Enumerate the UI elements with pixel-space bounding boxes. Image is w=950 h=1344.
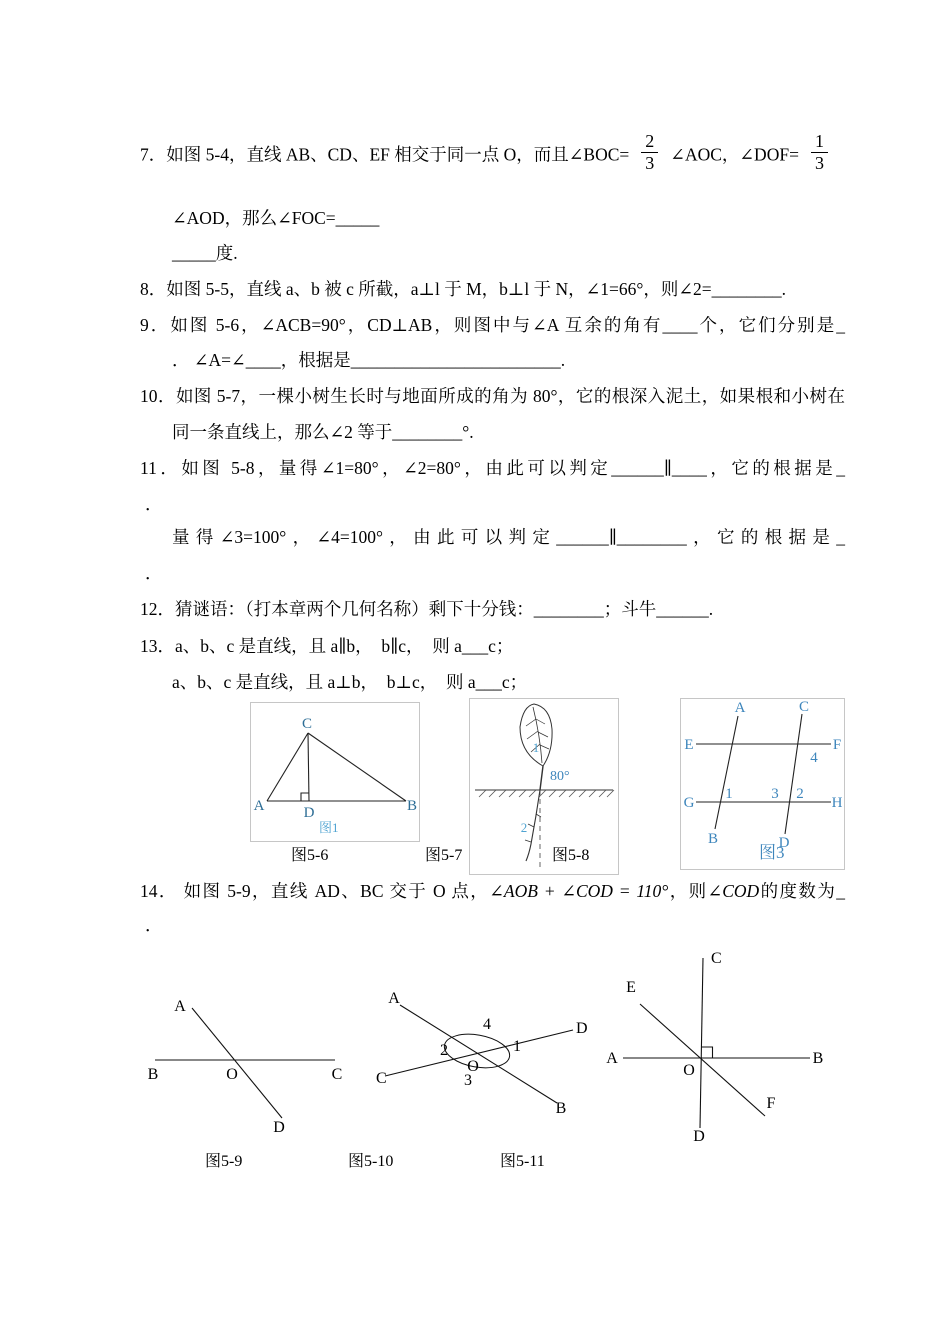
figure-5-10-intersecting-lines bbox=[370, 985, 590, 1135]
point-label-o: O bbox=[226, 1066, 238, 1083]
point-label-b: B bbox=[147, 1066, 159, 1083]
angle-label-4: 4 bbox=[810, 750, 818, 766]
question-11-line-2: ． bbox=[145, 494, 163, 514]
question-9-line-2: ． ∠A=∠____，根据是________________________. bbox=[172, 350, 566, 370]
fraction-one-third bbox=[811, 131, 828, 173]
vertex-label-a: A bbox=[253, 798, 265, 814]
q14-text-c: 的度数为_ bbox=[759, 881, 846, 901]
right-angle-mark bbox=[702, 1047, 713, 1058]
point-label-f: F bbox=[832, 737, 842, 753]
point-label-d: D bbox=[778, 835, 790, 851]
point-label-c: C bbox=[798, 699, 810, 715]
point-label-d: D bbox=[273, 1119, 285, 1135]
q14-text-b: ，则 bbox=[668, 881, 708, 901]
vertex-label-c: C bbox=[301, 716, 313, 732]
fig511-lines bbox=[623, 958, 810, 1128]
point-label-e: E bbox=[626, 979, 636, 996]
transversal-ab bbox=[715, 716, 738, 829]
fig59-lines bbox=[155, 1008, 335, 1118]
line-ef bbox=[640, 1004, 765, 1116]
fig59-labels bbox=[148, 998, 343, 1135]
caption-figure-5-9: 图5-9 bbox=[205, 1153, 243, 1170]
q14-angle-cod: ∠COD bbox=[707, 881, 760, 901]
line-ad bbox=[192, 1008, 282, 1118]
angle-label-3: 3 bbox=[771, 786, 779, 802]
point-label-b: B bbox=[707, 831, 719, 847]
fig510-lines bbox=[385, 1005, 573, 1103]
question-11-line-1: 11．如图 5-8，量得∠1=80°，∠2=80°，由此可以判定______∥____，它的根据是_ bbox=[140, 458, 845, 478]
caption-figure-5-10: 图5-10 bbox=[348, 1153, 394, 1170]
point-label-d: D bbox=[576, 1020, 588, 1037]
caption-figure-5-8: 图5-8 bbox=[552, 847, 590, 864]
question-10-line-1: 10．如图 5-7，一棵小树生长时与地面所成的角为 80°，它的根深入泥土，如果根和小树在 bbox=[140, 386, 845, 406]
figure-5-7-box bbox=[469, 698, 619, 875]
angle-label-80deg: 80° bbox=[550, 769, 570, 784]
line-cd bbox=[385, 1030, 573, 1076]
caption-figure-5-7: 图5-7 bbox=[425, 847, 463, 864]
question-8: 8．如图 5-5，直线 a、b 被 c 所截，a⊥l 于 M，b⊥l 于 N，∠1=66°，则∠2=________. bbox=[140, 279, 787, 299]
angle-label-3: 3 bbox=[464, 1072, 472, 1089]
q7-text-a: 7．如图 5-4，直线 AB、CD、EF 相交于同一点 O，而且∠BOC= bbox=[140, 144, 630, 165]
point-label-o: O bbox=[683, 1062, 695, 1079]
segment-ac bbox=[267, 733, 308, 801]
fraction-numerator: 2 bbox=[645, 131, 655, 151]
fraction-denominator: 3 bbox=[641, 152, 658, 174]
q14-equation: ∠AOB + ∠COD = 110° bbox=[489, 881, 669, 901]
angle-label-1: 1 bbox=[725, 786, 733, 802]
tree-root bbox=[526, 790, 540, 861]
vertex-label-b: B bbox=[406, 798, 418, 814]
line-ab bbox=[400, 1005, 557, 1103]
fig511-labels bbox=[606, 950, 823, 1145]
leaf-outline bbox=[520, 704, 552, 766]
angle-label-1: 1 bbox=[532, 740, 540, 755]
segment-cb bbox=[308, 733, 406, 801]
parallel-figure-lines bbox=[696, 714, 831, 834]
point-label-a: A bbox=[606, 1050, 618, 1067]
point-label-c: C bbox=[711, 950, 722, 967]
caption-figure-5-6: 图5-6 bbox=[291, 847, 329, 864]
point-label-o: O bbox=[467, 1058, 479, 1075]
figure-3-inner-caption: 图3 bbox=[759, 843, 785, 862]
point-label-f: F bbox=[766, 1095, 776, 1112]
point-label-g: G bbox=[683, 795, 695, 811]
question-7-line-2: ∠AOD，那么∠FOC=_____ bbox=[172, 208, 380, 228]
parallel-figure-labels bbox=[684, 699, 843, 851]
triangle-lines bbox=[267, 733, 406, 801]
angle-label-4: 4 bbox=[483, 1016, 491, 1033]
question-11-line-4: ． bbox=[145, 563, 163, 583]
right-angle-mark bbox=[301, 793, 309, 801]
point-label-a: A bbox=[174, 998, 186, 1015]
point-label-b: B bbox=[555, 1100, 567, 1117]
point-label-c: C bbox=[331, 1066, 343, 1083]
vertex-label-d: D bbox=[303, 805, 315, 821]
question-7-line-3: _____度. bbox=[172, 243, 238, 263]
root-branches bbox=[525, 814, 541, 842]
line-cd bbox=[700, 958, 703, 1128]
caption-figure-5-11: 图5-11 bbox=[500, 1153, 545, 1170]
point-label-e: E bbox=[684, 737, 694, 753]
question-7-line-1 bbox=[140, 131, 840, 173]
question-11-line-3: 量得∠3=100°，∠4=100°，由此可以判定______∥________，它的根据是_ bbox=[172, 527, 845, 547]
question-13-line-2: a、b、c 是直线，且 a⊥b， b⊥c， 则 a___c； bbox=[172, 672, 528, 692]
tree-stem bbox=[540, 766, 543, 790]
point-label-a: A bbox=[734, 700, 746, 716]
angle-label-2: 2 bbox=[440, 1042, 448, 1059]
figure-1-inner-caption: 图1 bbox=[319, 820, 339, 835]
angle-label-1: 1 bbox=[513, 1038, 521, 1055]
fraction-numerator: 1 bbox=[814, 131, 824, 151]
question-14-line-1 bbox=[140, 878, 845, 904]
segment-cd-altitude bbox=[308, 733, 309, 801]
question-13-line-1: 13．a、b、c 是直线，且 a∥b， b∥c， 则 a___c； bbox=[140, 636, 514, 656]
question-14-line-2: ． bbox=[145, 915, 163, 935]
angle-label-2: 2 bbox=[796, 786, 804, 802]
q14-text-a: 14． 如图 5-9，直线 AD、BC 交于 O 点， bbox=[140, 881, 490, 901]
point-label-a: A bbox=[388, 990, 400, 1007]
figure-5-9-intersecting-lines bbox=[140, 985, 360, 1135]
fraction-denominator: 3 bbox=[811, 152, 828, 174]
point-label-h: H bbox=[831, 795, 843, 811]
figure-5-8-box bbox=[680, 698, 845, 870]
figure-5-11-perpendicular-lines bbox=[600, 945, 840, 1145]
triangle-labels bbox=[254, 716, 417, 821]
point-label-d: D bbox=[693, 1128, 705, 1145]
ground-hatching bbox=[479, 790, 614, 797]
fig510-labels bbox=[376, 990, 588, 1117]
angle-label-2: 2 bbox=[520, 820, 528, 835]
figure-5-7-tree bbox=[470, 699, 618, 874]
figure-5-6-triangle bbox=[251, 703, 419, 841]
point-label-c: C bbox=[376, 1070, 387, 1087]
fraction-two-thirds bbox=[641, 131, 658, 173]
question-12: 12．猜谜语：（打本章两个几何名称）剩下十分钱：________；斗牛______. bbox=[140, 599, 714, 619]
question-9-line-1: 9．如图 5-6，∠ACB=90°，CD⊥AB，则图中与∠A 互余的角有____个，它们分别是_ bbox=[140, 315, 845, 335]
q7-text-b: ∠AOC，∠DOF= bbox=[670, 144, 799, 165]
transversal-cd bbox=[785, 714, 802, 834]
point-label-b: B bbox=[812, 1050, 824, 1067]
question-10-line-2: 同一条直线上，那么∠2 等于________°. bbox=[172, 422, 474, 442]
figure-5-6-box bbox=[250, 702, 420, 842]
figure-5-8-parallel-lines bbox=[681, 699, 844, 869]
